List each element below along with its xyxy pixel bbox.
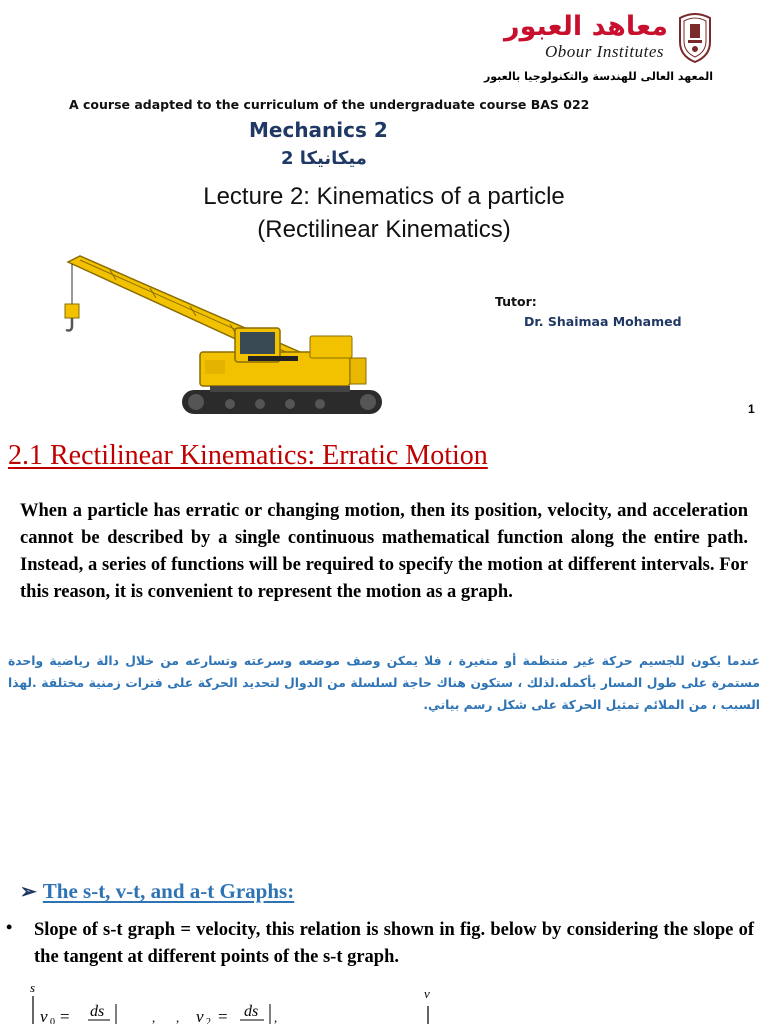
lecture-subtitle: (Rectilinear Kinematics)	[257, 216, 511, 243]
tutor-name: Dr. Shaimaa Mohamed	[524, 314, 682, 329]
tutor-label: Tutor:	[495, 294, 537, 309]
crane-image	[50, 250, 395, 420]
slope-bullet-text: Slope of s-t graph = velocity, this relation is shown in fig. below by considering the slope of the tangent at different points of the s-t graph.	[34, 920, 754, 967]
paragraph-arabic: عندما يكون للجسيم حركة غير منتظمة أو متغيرة ، فلا يمكن وصف موضعه وسرعته وتسارعه من خلال دالة رياضية واحدة مستمرة على طول المسار بأكمله.لذلك ، ستكون هناك حاجة لسلسلة من الدوال لتحديد الحركة على فترات زمنية مختلفة .لهذا السبب ، من الملائم تمثيل الحركة على شكل رسم بياني.	[8, 654, 760, 712]
institute-arabic-name: المعهد العالى للهندسة والتكنولوجيا بالعبور	[483, 70, 713, 83]
slope-bullet	[6, 917, 754, 971]
eq-v0-lhs: v	[40, 1007, 48, 1024]
lecture-title-block	[0, 180, 768, 246]
axis-s-label: s	[30, 980, 36, 995]
eq-v0-sub: 0	[50, 1017, 55, 1024]
bullet-dot-icon: •	[6, 917, 13, 937]
page-number: 1	[748, 402, 755, 416]
course-description: A course adapted to the curriculum of the undergraduate course BAS 022	[69, 97, 590, 112]
section-title: 2.1 Rectilinear Kinematics: Erratic Motion	[8, 440, 488, 471]
logo-english-text: Obour Institutes	[545, 42, 664, 61]
eq-v0-num: ds	[90, 1003, 105, 1020]
eq-v2-sub: 2	[206, 1017, 211, 1024]
course-title-arabic: ميكانيكا 2	[281, 148, 367, 169]
eq-v2-num: ds	[244, 1003, 259, 1020]
svg-text:,: ,	[274, 1010, 278, 1024]
paragraph-english: When a particle has erratic or changing motion, then its position, velocity, and acceleration cannot be described by a single continuous mathematical function along the entire path. Instead, a series of functions will be required to specify the motion at different intervals. For this reason, it is convenient to represent the motion as a graph.	[20, 501, 748, 602]
svg-text:=: =	[218, 1007, 228, 1024]
equation-v2	[152, 1003, 277, 1024]
st-vt-figure	[0, 976, 768, 1024]
logo-arabic-text: معاهد العبور	[504, 11, 668, 42]
course-title-english: Mechanics 2	[249, 118, 388, 142]
equation-v0	[40, 1003, 116, 1024]
lecture-title: Lecture 2: Kinematics of a particle	[203, 183, 565, 210]
arrow-bullet-icon: ➢	[20, 881, 37, 903]
graphs-subheading-text: The s-t, v-t, and a-t Graphs:	[42, 879, 295, 903]
svg-text:,: ,	[176, 1010, 180, 1024]
eq-v2-lhs: v	[196, 1007, 204, 1024]
obour-logo	[498, 12, 668, 64]
svg-text:,: ,	[152, 1010, 156, 1024]
axis-v-label: v	[424, 986, 430, 1001]
graphs-subheading	[20, 879, 294, 904]
institute-seal-icon	[677, 12, 713, 64]
svg-text:=: =	[60, 1007, 70, 1024]
